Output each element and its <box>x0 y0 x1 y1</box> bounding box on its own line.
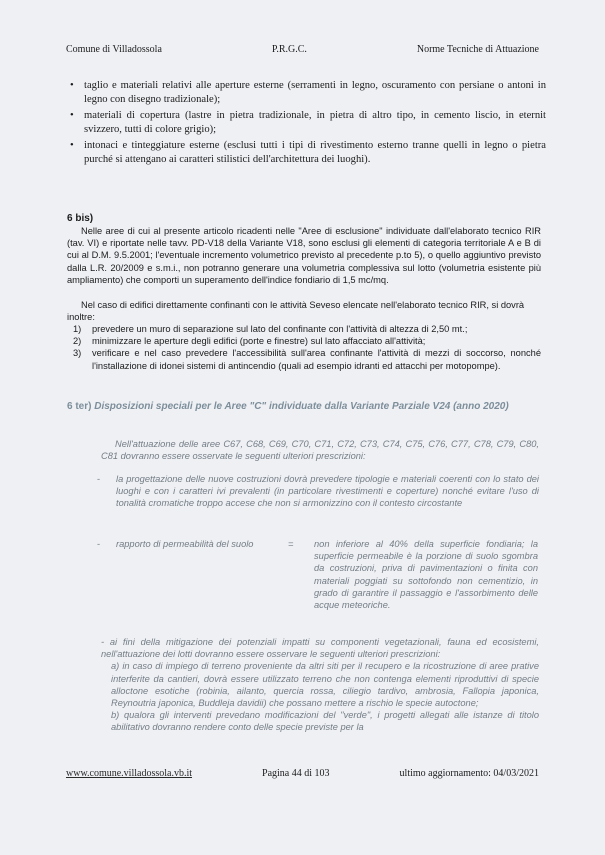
mitigation-point-a: a) in caso di impiego di terreno proveniente da altri siti per il recupero e la ricostruzione di aree prative interferite da cantieri, dovrà essere utilizzato terreno che non contenga elementi riproduttivi di specie alloctone esotiche (robinia, ailanto, quercia rossa, ciliegio tardivo, ambrosia, Fallopia japonica, Reynoutria japonica, Buddleja davidii) che possano mettere a rischio le specie autoctone; <box>111 661 539 709</box>
page-footer <box>66 768 539 779</box>
bullet-item: • materiali di copertura (lastre in pietra tradizionale, in pietra di altro tipo, in cemento liscio, in eternit svizzero, tutti di colore grigio); <box>70 109 546 137</box>
page-header <box>66 44 539 55</box>
section-6bis-title: 6 bis) <box>67 213 94 224</box>
item-text: minimizzare le aperture degli edifici (porte e finestre) sul lato affacciato all'attività; <box>92 336 426 347</box>
footer-page-number: Pagina 44 di 103 <box>262 768 330 779</box>
prescription-design-text: la progettazione delle nuove costruzioni dovrà prevedere tipologie e materiali coerenti con lo stato dei luoghi e con i caratteri ivi prevalenti (in particolare rivestimenti e coperture) nonché evitare l'uso di tonalità cromatiche troppo accese che non si armonizzino con il contesto circostante <box>116 474 539 509</box>
numbered-list <box>67 323 541 372</box>
section-6bis-paragraph: Nelle aree di cui al presente articolo ricadenti nelle "Aree di esclusione" individuate dall'elaborato tecnico RIR (tav. VI) e riportate nelle tavv. PD-V18 della Variante V18, sono esclusi gli elementi di categoria territoriale A e B di cui al D.M. 9.5.2001; l'eventuale incremento volumetrico previsto al precedente p.to 5), o quello aggiuntivo previsto dalla L.R. 20/2009 e s.m.i., non potranno generare una volumetria complessiva sul lotto (volumetria esistente più ampliamento) che comporti un superamento dell'indice fondiario di 1,5 mc/mq. <box>67 226 541 285</box>
mitigation-point-b: b) qualora gli interventi prevedano modificazioni del "verde", i progetti allegati alle istanze di titolo abilitativo dovranno rendere conto delle specie previste per la <box>111 710 539 733</box>
section-6ter-heading <box>67 400 541 413</box>
numbered-item <box>67 347 541 371</box>
item-number: 3) <box>73 348 82 359</box>
footer-last-update: ultimo aggiornamento: 04/03/2021 <box>399 768 539 779</box>
bullet-list <box>70 79 546 169</box>
item-number: 1) <box>73 324 82 334</box>
item-text: verificare e nel caso prevedere l'accessibilità sull'area confinante l'attività di mezzi di soccorso, nonché l'installazione di idonei sistemi di antincendio (quali ad esempio idranti ed attacchi per motopompe). <box>92 348 541 371</box>
section-6ter-title: Disposizioni speciali per le Aree "C" individuate dalla Variante Parziale V24 (anno 2020) <box>94 401 509 412</box>
header-plan: P.R.G.C. <box>271 44 307 55</box>
header-municipality: Comune di Villadossola <box>66 44 162 55</box>
numbered-item <box>67 323 541 335</box>
footer-website-link[interactable]: www.comune.villadossola.vb.it <box>66 768 193 779</box>
item-text: prevedere un muro di separazione sul lato del confinante con l'attività di altezza di 2,50 mt.; <box>92 324 468 334</box>
mitigation-intro: - ai fini della mitigazione dei potenziali impatti su componenti vegetazionali, fauna ed ecosistemi, nell'attuazione dei lotti dovranno essere osservare le seguenti ulteriori prescrizioni: <box>101 637 539 660</box>
section-6ter-intro: Nell'attuazione delle aree C67, C68, C69, C70, C71, C72, C73, C74, C75, C76, C77, C78, C79, C80, C81 dovranno essere osservate le seguenti ulteriori prescrizioni: <box>101 439 539 462</box>
header-doc-title: Norme Tecniche di Attuazione <box>416 44 539 55</box>
prescription-mitigation <box>101 636 539 734</box>
section-6bis-paragraph-2: Nel caso di edifici direttamente confinanti con le attività Seveso elencate nell'elaborato tecnico RIR, si dovrà inoltre: <box>67 300 525 323</box>
item-number: 2) <box>73 336 82 347</box>
prescription-design: - la progettazione delle nuove costruzioni dovrà prevedere tipologie e materiali coerenti con lo stato dei luoghi e con i caratteri ivi prevalenti (in particolare rivestimenti e coperture) nonché evitare l'uso di tonalità cromatiche troppo accese che non si armonizzino con il contesto circostante <box>97 474 539 509</box>
bullet-item: • intonaci e tinteggiature esterne (esclusi tutti i tipi di rivestimento esterno tranne quelli in legno o pietra purché si attengano ai caratteri stilistici dell'architettura dei luoghi). <box>70 139 546 167</box>
section-6ter-label: 6 ter) <box>67 401 92 412</box>
permeability-value: non inferiore al 40% della superficie fondiaria; la superficie permeabile è la porzione di suolo sgombra da costruzioni, priva di pavimentazioni o finita con materiali poggiati su sottofondo non cementizio, in grado di garantire il passaggio e l'assorbimento delle acque meteoriche. <box>314 539 538 611</box>
permeability-equals: = <box>288 539 294 549</box>
document-page: Comune di Villadossola P.R.G.C. Norme Tecniche di Attuazione • taglio e materiali relativi alle aperture esterne (serramenti in legno, oscuramento con persiane o antoni in legno con disegno tradizionale); • materiali di copertura (lastre in pietra tradizionale, in pietra di altro tipo, in cemento liscio, in eternit svizzero, tutti di colore grigio); • intonaci e tinteggiature esterne (esclusi tutti i tipi di rivestimento esterno tranne quelli in legno o pietra purché si attengano ai caratteri stilistici dell'architettura dei luoghi). 6 bis) Nelle aree di cui al presente articolo ricadenti nelle "Aree di esclusione" individuate dall'elaborato tecnico RIR (tav. VI) e riportate nelle tavv. PD-V18 della Variante V18, sono esclusi gli elementi di categoria territoriale A e B di cui al D.M. 9.5.2001; l'eventuale incremento volumetrico previsto al precedente p.to 5), o quello aggiuntivo previsto dalla L.R. 20/2009 e s.m.i., non potranno generare una volumetria complessiva sul lotto (volumetria esistente più ampliamento) che comporti un superamento dell'indice fondiario di 1,5 mc/mq. Nel caso di edifici direttamente confinanti con le attività Seveso elencate nell'elaborato tecnico RIR, si dovrà inoltre: 1) prevedere un muro di separazione sul lato del confinante con l'attività di altezza di 2,50 mt.; 2) minimizzare le aperture degli edifici (porte e finestre) sul lato affacciato all'attività; 3) verificare e nel caso prevedere l'accessibilità sull'area confinante l'attività di mezzi di soccorso, nonché l'installazione di idonei sistemi di antincendio (quali ad esempio idranti ed attacchi per motopompe). 6 ter) Disposizioni speciali per le Aree "C" individuate dalla Variante Parziale V24 (anno 2020) Nell'attuazione delle aree C67, C68, C69, C70, C71, C72, C73, C74, C75, C76, C77, C78, C79, C80, C81 dovranno essere osservate le seguenti ulteriori prescrizioni: - la progettazione delle nuove costruzioni dovrà prevedere tipologie e materiali coerenti con lo stato dei luoghi e con i caratteri ivi prevalenti (in particolare rivestimenti e coperture) nonché evitare l'uso di tonalità cromatiche troppo accese che non si armonizzino con il contesto circostante - rapporto di permeabilità del suolo = non inferiore al 40% della superficie fondiaria; la superficie permeabile è la porzione di suolo sgombra da costruzioni, priva di pavimentazioni o finita con materiali poggiati su sottofondo non cementizio, in grado di garantire il passaggio e l'assorbimento delle acque meteoriche. - ai fini della mitigazione dei potenziali impatti su componenti vegetazionali, fauna ed ecosistemi, nell'attuazione dei lotti dovranno essere osservare le seguenti ulteriori prescrizioni: a) in caso di impiego di terreno proveniente da altri siti per il recupero e la ricostruzione di aree prative interferite da cantieri, dovrà essere utilizzato terreno che non contenga elementi riproduttivi di specie alloctone esotiche (robinia, ailanto, quercia rossa, ciliegio tardivo, ambrosia, Fallopia japonica, Reynoutria japonica, Buddleja davidii) che possano mettere a rischio le specie autoctone; b) qualora gli interventi prevedano modificazioni del "verde", i progetti allegati alle istanze di titolo abilitativo dovranno rendere conto delle specie previste per la www.comune.villadossola.vb.it Pagina 44 di 103 ultimo aggiornamento: 04/03/2021 <box>0 0 605 855</box>
bullet-item: • taglio e materiali relativi alle aperture esterne (serramenti in legno, oscuramento con persiane o antoni in legno con disegno tradizionale); <box>70 79 546 107</box>
permeability-label: rapporto di permeabilità del suolo <box>116 539 254 549</box>
numbered-item <box>67 335 541 347</box>
